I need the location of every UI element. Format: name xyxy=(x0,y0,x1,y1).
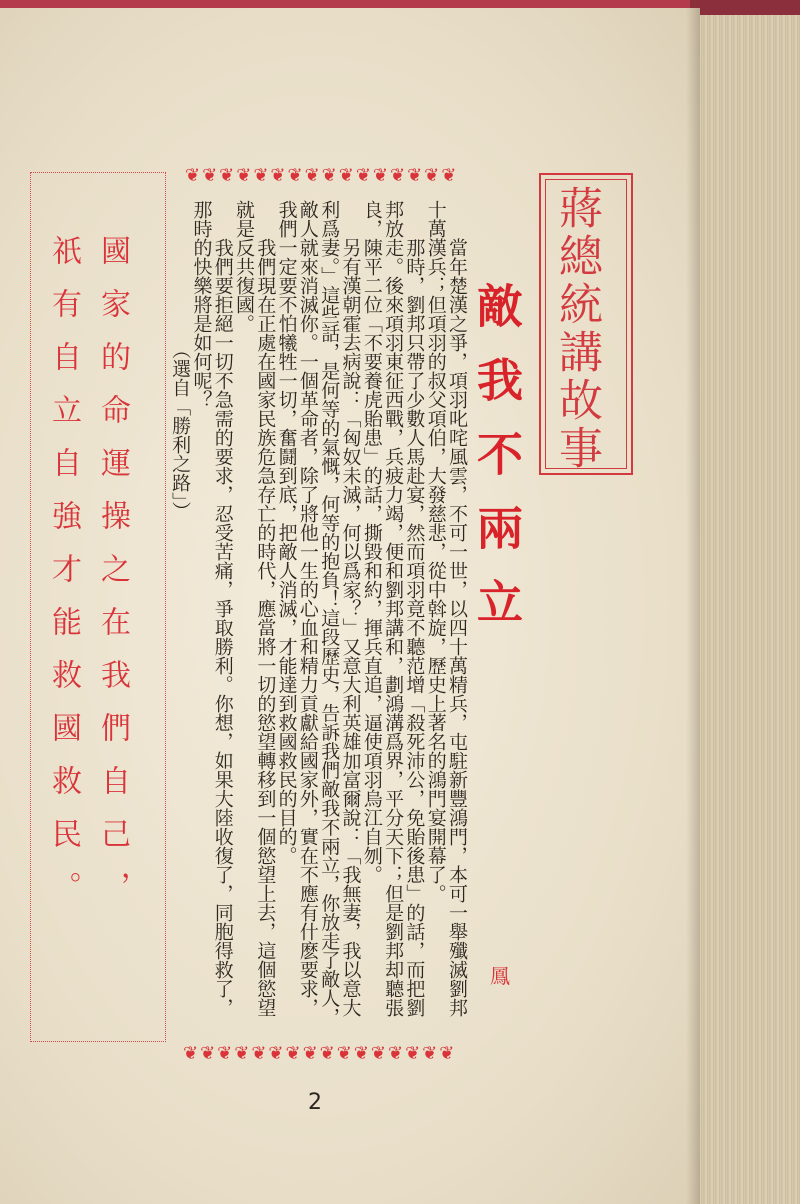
article-body xyxy=(169,200,468,1030)
body-paragraph-5: 我們要拒絕一切不急需的要求，忍受苦痛，爭取勝利。你想，如果大陸收復了，同胞得救了，那時的快樂將是如何呢？ xyxy=(190,200,234,1017)
body-paragraph-2: 那時，劉邦只帶了少數人馬赴宴，然而項羽竟不聽范增「殺死沛公，免貽後患」的話，而把劉邦放走。後來項羽東征西戰，兵疲力竭，便和劉邦講和，劃鴻溝爲界，平分天下；但是劉邦却聽張良，陳平二位「不要養虎貽患」的話，撕毀和約，揮兵直追，逼使項羽烏江自刎。 xyxy=(360,200,426,1017)
series-title: 蔣總統講故事 xyxy=(551,185,602,473)
body-paragraph-3: 另有漢朝霍去病說：「匈奴未滅，何以爲家？」又意大利英雄加富爾說：「我無妻，我以意大利爲妻。」這些話，是何等的氣慨，何等的抱負！這段歷史，告訴我們敵我不兩立，你放走了敵人，敵人就來消滅你。一個革命者，除了將他一生的心血和精力貢獻給國家外，實在不應有什麽要求，我們一定要不怕犧牲一切，奮鬪到底，把敵人消滅，才能達到救國救民的目的。 xyxy=(275,200,362,1027)
article-title: 敵我不兩立 xyxy=(470,282,524,652)
author-name: 鳳 xyxy=(490,964,510,988)
page-number: 2 xyxy=(308,1090,322,1115)
ornament-border-bottom: ❦❦❦❦❦❦❦❦❦❦❦❦❦❦❦❦ xyxy=(183,1043,457,1064)
body-paragraph-1: 當年楚漢之爭，項羽叱咤風雲，不可一世，以四十萬精兵，屯駐新豐鴻門，本可一舉殲滅劉邦十萬漢兵；但項羽的叔父項伯，大發慈悲，從中斡旋，歷史上著名的鴻門宴開幕了。 xyxy=(424,200,468,1017)
motto-line-1: 國家的命運操之在我們自己， xyxy=(95,235,130,924)
page-stack xyxy=(690,15,800,1204)
motto-line-2: 祇有自立自強才能救國救民。 xyxy=(46,235,81,924)
ornament-border-top: ❦❦❦❦❦❦❦❦❦❦❦❦❦❦❦❦ xyxy=(185,165,459,186)
source-citation: （選自「勝利之路」） xyxy=(169,340,192,521)
body-paragraph-4: 我們現在正處在國家民族危急存亡的時代，應當將一切的慾望轉移到一個慾望上去，這個慾望就是反共復國。 xyxy=(233,200,277,1017)
